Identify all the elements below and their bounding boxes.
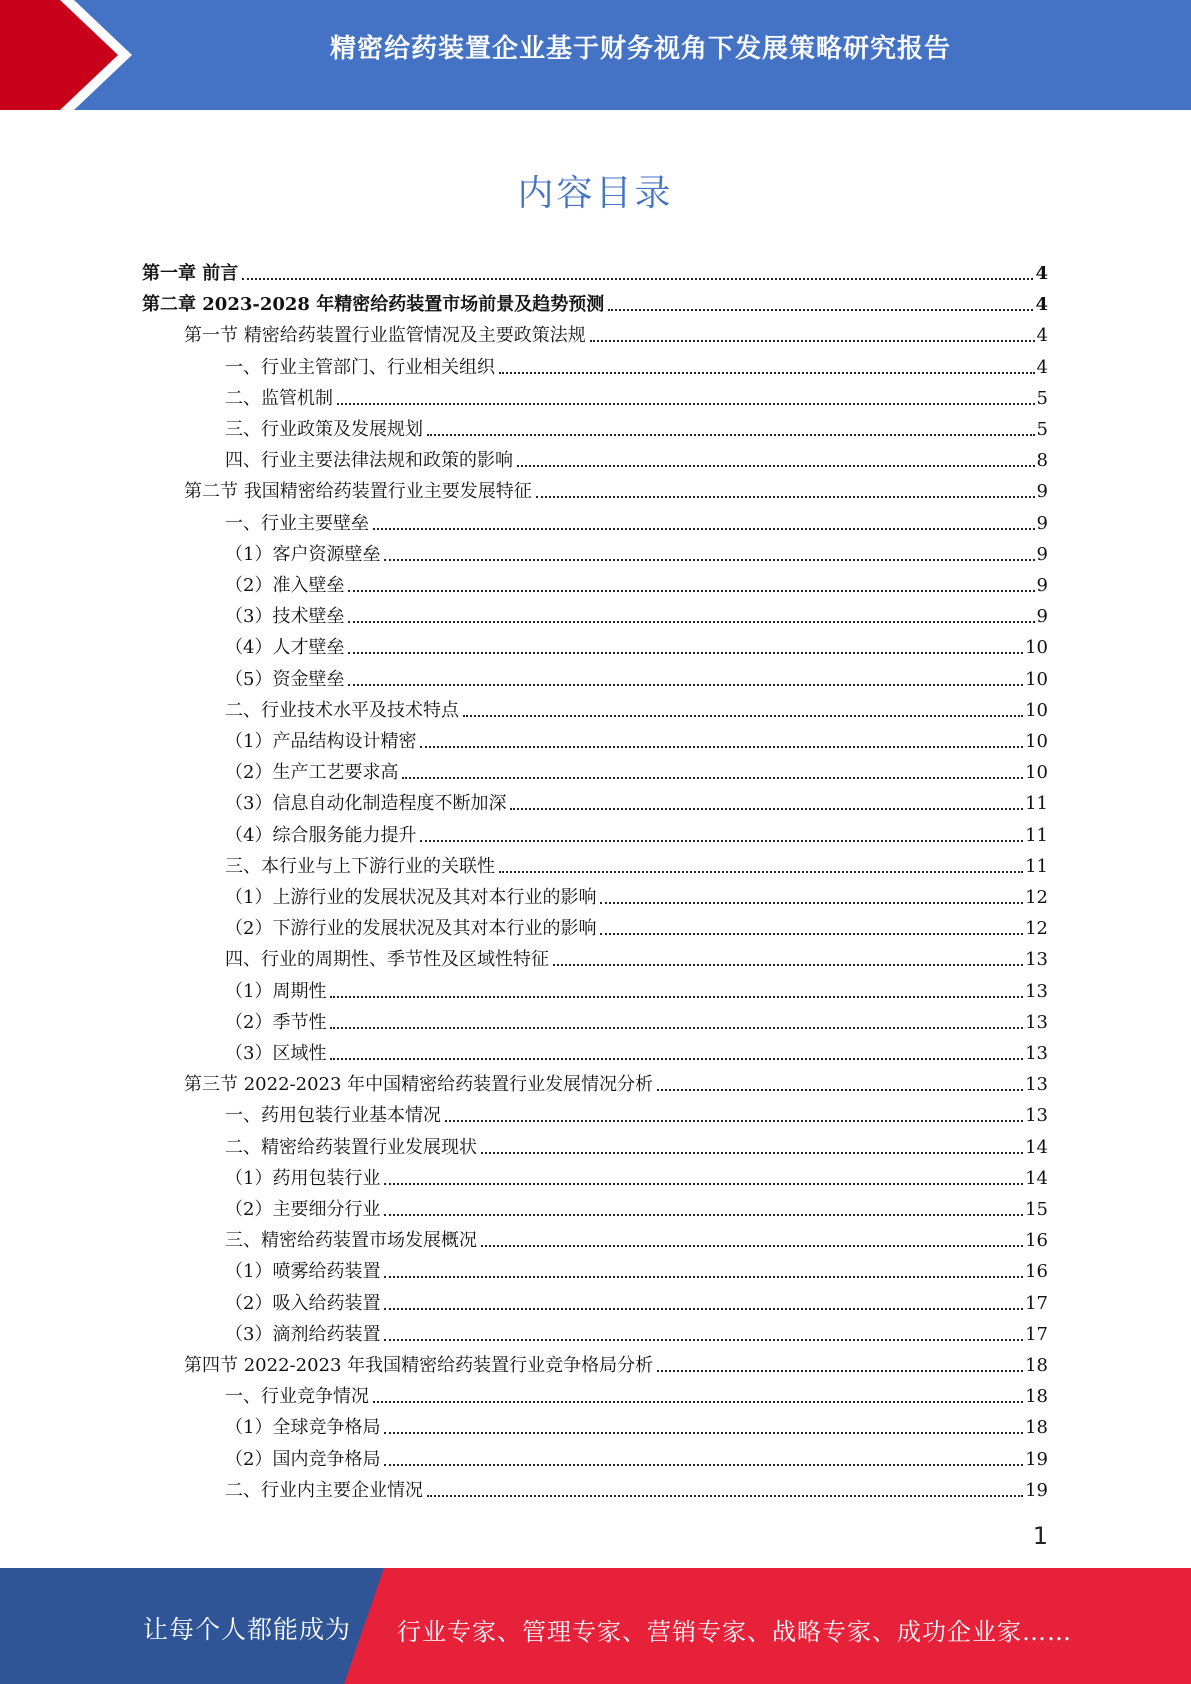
toc-dot-leader [420, 745, 1023, 748]
toc-entry-title: 三、本行业与上下游行业的关联性 [225, 855, 495, 877]
toc-dot-leader [427, 433, 1035, 436]
toc-entry-title: 一、行业主要壁垒 [225, 512, 369, 534]
toc-dot-leader [481, 1244, 1023, 1247]
toc-entry-title: （2）准入壁垒 [225, 575, 345, 596]
toc-entry-page: 15 [1025, 1199, 1048, 1220]
toc-dot-leader [384, 1463, 1023, 1466]
toc-entry-page: 13 [1025, 1011, 1048, 1033]
toc-entry[interactable] [142, 878, 1048, 909]
page-number: 1 [1032, 1522, 1048, 1550]
toc-entry-title: 三、精密给药装置市场发展概况 [225, 1230, 477, 1252]
toc-entry[interactable] [142, 379, 1048, 410]
header-banner [0, 0, 1191, 110]
toc-entry-title: 第一章 前言 [142, 263, 239, 284]
toc-entry-title: 第一节 精密给药装置行业监管情况及主要政策法规 [184, 325, 586, 347]
toc-entry-page: 13 [1025, 1043, 1048, 1064]
toc-entry-title: （2）国内竞争格局 [225, 1448, 381, 1470]
toc-entry[interactable] [142, 1315, 1048, 1346]
toc-dot-leader [608, 308, 1033, 311]
toc-dot-leader [402, 776, 1023, 779]
toc-entry-title: 四、行业主要法律法规和政策的影响 [225, 450, 513, 472]
footer-banner [0, 1568, 1191, 1684]
toc-entry-title: （2）季节性 [225, 1011, 327, 1033]
toc-entry-page: 13 [1025, 1105, 1048, 1127]
toc-dot-leader [463, 714, 1023, 717]
toc-entry-title: （1）产品结构设计精密 [225, 731, 417, 752]
toc-dot-leader [536, 495, 1035, 498]
header-title: 精密给药装置企业基于财务视角下发展策略研究报告 [329, 34, 951, 64]
toc-dot-leader [657, 1369, 1023, 1372]
toc-dot-leader [384, 1275, 1023, 1278]
footer-expert-list: 行业专家、管理专家、营销专家、战略专家、成功企业家…… [397, 1618, 1072, 1646]
toc-entry-title: （1）喷雾给药装置 [225, 1261, 381, 1283]
toc-entry-title: （2）生产工艺要求高 [225, 762, 399, 784]
toc-entry-title: （3）区域性 [225, 1043, 327, 1064]
toc-entry[interactable] [142, 628, 1048, 659]
toc-dot-leader [330, 1057, 1023, 1060]
toc-entry-title: （1）客户资源壁垒 [225, 543, 381, 565]
toc-dot-leader [553, 963, 1023, 966]
toc-heading: 内容目录 [517, 173, 674, 214]
toc-entry-page: 11 [1025, 793, 1048, 815]
toc-entry[interactable] [142, 1408, 1048, 1439]
toc-entry[interactable] [142, 816, 1048, 847]
toc-dot-leader [384, 1431, 1023, 1434]
toc-entry-title: 一、行业竞争情况 [225, 1386, 369, 1408]
toc-entry-title: 四、行业的周期性、季节性及区域性特征 [225, 949, 549, 971]
toc-dot-leader [499, 371, 1035, 374]
toc-entry-page: 9 [1036, 606, 1048, 628]
toc-entry-title: 一、行业主管部门、行业相关组织 [225, 356, 495, 378]
toc-entry-page: 10 [1025, 699, 1048, 721]
toc-dot-leader [330, 995, 1023, 998]
toc-entry-title: 二、监管机制 [225, 387, 333, 409]
toc-dot-leader [420, 839, 1023, 842]
toc-entry-title: （5）资金壁垒 [225, 668, 345, 690]
toc-dot-leader [348, 651, 1023, 654]
toc-entry[interactable] [142, 1190, 1048, 1221]
toc-entry-page: 9 [1036, 575, 1048, 596]
toc-entry-page: 11 [1025, 824, 1048, 846]
toc-entry[interactable] [142, 940, 1048, 971]
toc-dot-leader [337, 402, 1035, 405]
toc-entry[interactable] [142, 1096, 1048, 1127]
toc-entry-page: 12 [1025, 918, 1048, 940]
toc-entry-title: （1）上游行业的发展状况及其对本行业的影响 [225, 887, 597, 908]
toc-entry[interactable] [142, 348, 1048, 379]
toc-entry-title: （3）滴剂给药装置 [225, 1323, 381, 1345]
toc-entry-page: 9 [1036, 512, 1048, 534]
toc-entry-page: 4 [1035, 294, 1048, 316]
toc-dot-leader [348, 589, 1034, 592]
toc-entry-page: 17 [1025, 1292, 1048, 1314]
toc-dot-leader [600, 932, 1023, 935]
toc-dot-leader [348, 620, 1034, 623]
toc-entry-page: 11 [1025, 855, 1048, 877]
toc-entry[interactable] [142, 660, 1048, 691]
toc-entry-title: （1）药用包装行业 [225, 1167, 381, 1189]
toc-dot-leader [481, 1151, 1023, 1154]
toc-dot-leader [657, 1088, 1023, 1091]
toc-entry-page: 13 [1025, 949, 1048, 971]
toc-entry[interactable] [142, 972, 1048, 1003]
toc-dot-leader [373, 1400, 1023, 1403]
toc-entry-title: 三、行业政策及发展规划 [225, 419, 423, 440]
toc-entry-page: 4 [1036, 356, 1048, 378]
toc-dot-leader [330, 1026, 1023, 1029]
toc-entry-page: 10 [1025, 668, 1048, 690]
toc-entry-page: 19 [1025, 1479, 1048, 1501]
toc-dot-leader [384, 1182, 1023, 1185]
toc-entry-page: 5 [1036, 419, 1048, 440]
toc-entry-page: 18 [1025, 1355, 1048, 1376]
toc-entry[interactable] [142, 1471, 1048, 1502]
toc-entry-page: 5 [1036, 387, 1048, 409]
toc-entry-page: 9 [1036, 481, 1048, 503]
toc-entry[interactable] [142, 1440, 1048, 1471]
toc-entry-page: 8 [1036, 450, 1048, 472]
toc-entry-page: 13 [1025, 1074, 1048, 1096]
toc-entry[interactable] [142, 441, 1048, 472]
toc-entry-title: （1）全球竞争格局 [225, 1417, 381, 1439]
toc-entry-page: 18 [1025, 1386, 1048, 1408]
toc-entry[interactable] [142, 1159, 1048, 1190]
toc-entry-page: 18 [1025, 1417, 1048, 1439]
toc-entry[interactable] [142, 254, 1048, 285]
toc-entry-page: 19 [1025, 1448, 1048, 1470]
toc-entry[interactable] [142, 1284, 1048, 1315]
toc-entry[interactable] [142, 566, 1048, 597]
toc-entry[interactable] [142, 1003, 1048, 1034]
toc-dot-leader [384, 1338, 1023, 1341]
toc-entry-page: 17 [1025, 1323, 1048, 1345]
toc-entry-title: 第二节 我国精密给药装置行业主要发展特征 [184, 481, 532, 503]
toc-entry[interactable] [142, 285, 1048, 316]
toc-entry-page: 14 [1025, 1167, 1048, 1189]
toc-entry-title: 二、行业技术水平及技术特点 [225, 699, 459, 721]
toc-entry-title: 第四节 2022-2023 年我国精密给药装置行业竞争格局分析 [184, 1355, 654, 1376]
toc-entry-page: 16 [1025, 1261, 1048, 1283]
toc-entry-title: 二、精密给药装置行业发展现状 [225, 1136, 477, 1158]
toc-dot-leader [348, 683, 1023, 686]
toc-entry-title: （4）综合服务能力提升 [225, 824, 417, 846]
toc-entry[interactable] [142, 1128, 1048, 1159]
toc-entry[interactable] [142, 1065, 1048, 1096]
toc-entry[interactable] [142, 1346, 1048, 1377]
toc-entry-title: （1）周期性 [225, 980, 327, 1002]
toc-entry[interactable] [142, 1034, 1048, 1065]
toc-dot-leader [600, 901, 1023, 904]
toc-entry[interactable] [142, 504, 1048, 535]
toc-entry-title: （3）信息自动化制造程度不断加深 [225, 793, 507, 815]
toc-dot-leader [384, 558, 1034, 561]
footer-slogan: 让每个人都能成为 [143, 1615, 352, 1644]
toc-dot-leader [590, 339, 1035, 342]
toc-dot-leader [517, 464, 1035, 467]
toc-entry-page: 4 [1035, 263, 1048, 284]
toc-entry-title: （3）技术壁垒 [225, 606, 345, 628]
toc-entry[interactable] [142, 847, 1048, 878]
toc-entry-page: 10 [1025, 731, 1048, 752]
toc-entry-title: （2）主要细分行业 [225, 1199, 381, 1220]
toc-entry[interactable] [142, 722, 1048, 753]
toc-dot-leader [384, 1213, 1023, 1216]
toc-entry-title: 第三节 2022-2023 年中国精密给药装置行业发展情况分析 [184, 1074, 654, 1096]
toc-entry[interactable] [142, 316, 1048, 347]
toc-entry[interactable] [142, 535, 1048, 566]
toc-entry-page: 13 [1025, 980, 1048, 1002]
toc-entry[interactable] [142, 597, 1048, 628]
toc-entry-title: 二、行业内主要企业情况 [225, 1479, 423, 1501]
toc-entry-page: 12 [1025, 887, 1048, 908]
toc-entry-page: 16 [1025, 1230, 1048, 1252]
toc-entry-title: （2）下游行业的发展状况及其对本行业的影响 [225, 918, 597, 940]
toc-entry[interactable] [142, 691, 1048, 722]
toc-entry[interactable] [142, 472, 1048, 503]
toc-entry-title: （4）人才壁垒 [225, 637, 345, 659]
toc-dot-leader [242, 277, 1033, 280]
toc-dot-leader [445, 1119, 1023, 1122]
toc-entry[interactable] [142, 1377, 1048, 1408]
toc-entry-title: 第二章 2023-2028 年精密给药装置市场前景及趋势预测 [142, 294, 605, 316]
toc-entry-page: 10 [1025, 637, 1048, 659]
toc-entry-page: 4 [1036, 325, 1048, 347]
toc-dot-leader [384, 1307, 1023, 1310]
header-arrow-icon [0, 0, 160, 110]
toc-dot-leader [510, 807, 1023, 810]
toc-dot-leader [373, 527, 1035, 530]
toc-entry[interactable] [142, 909, 1048, 940]
toc-entry[interactable] [142, 753, 1048, 784]
toc-entry-page: 10 [1025, 762, 1048, 784]
toc-entry[interactable] [142, 1221, 1048, 1252]
toc-dot-leader [427, 1494, 1023, 1497]
toc-entry[interactable] [142, 410, 1048, 441]
toc-entry-title: （2）吸入给药装置 [225, 1292, 381, 1314]
toc-entry[interactable] [142, 784, 1048, 815]
toc-entry-title: 一、药用包装行业基本情况 [225, 1105, 441, 1127]
toc-entry-page: 14 [1025, 1136, 1048, 1158]
toc-dot-leader [499, 870, 1023, 873]
toc-entry[interactable] [142, 1252, 1048, 1283]
toc-entry-page: 9 [1036, 543, 1048, 565]
